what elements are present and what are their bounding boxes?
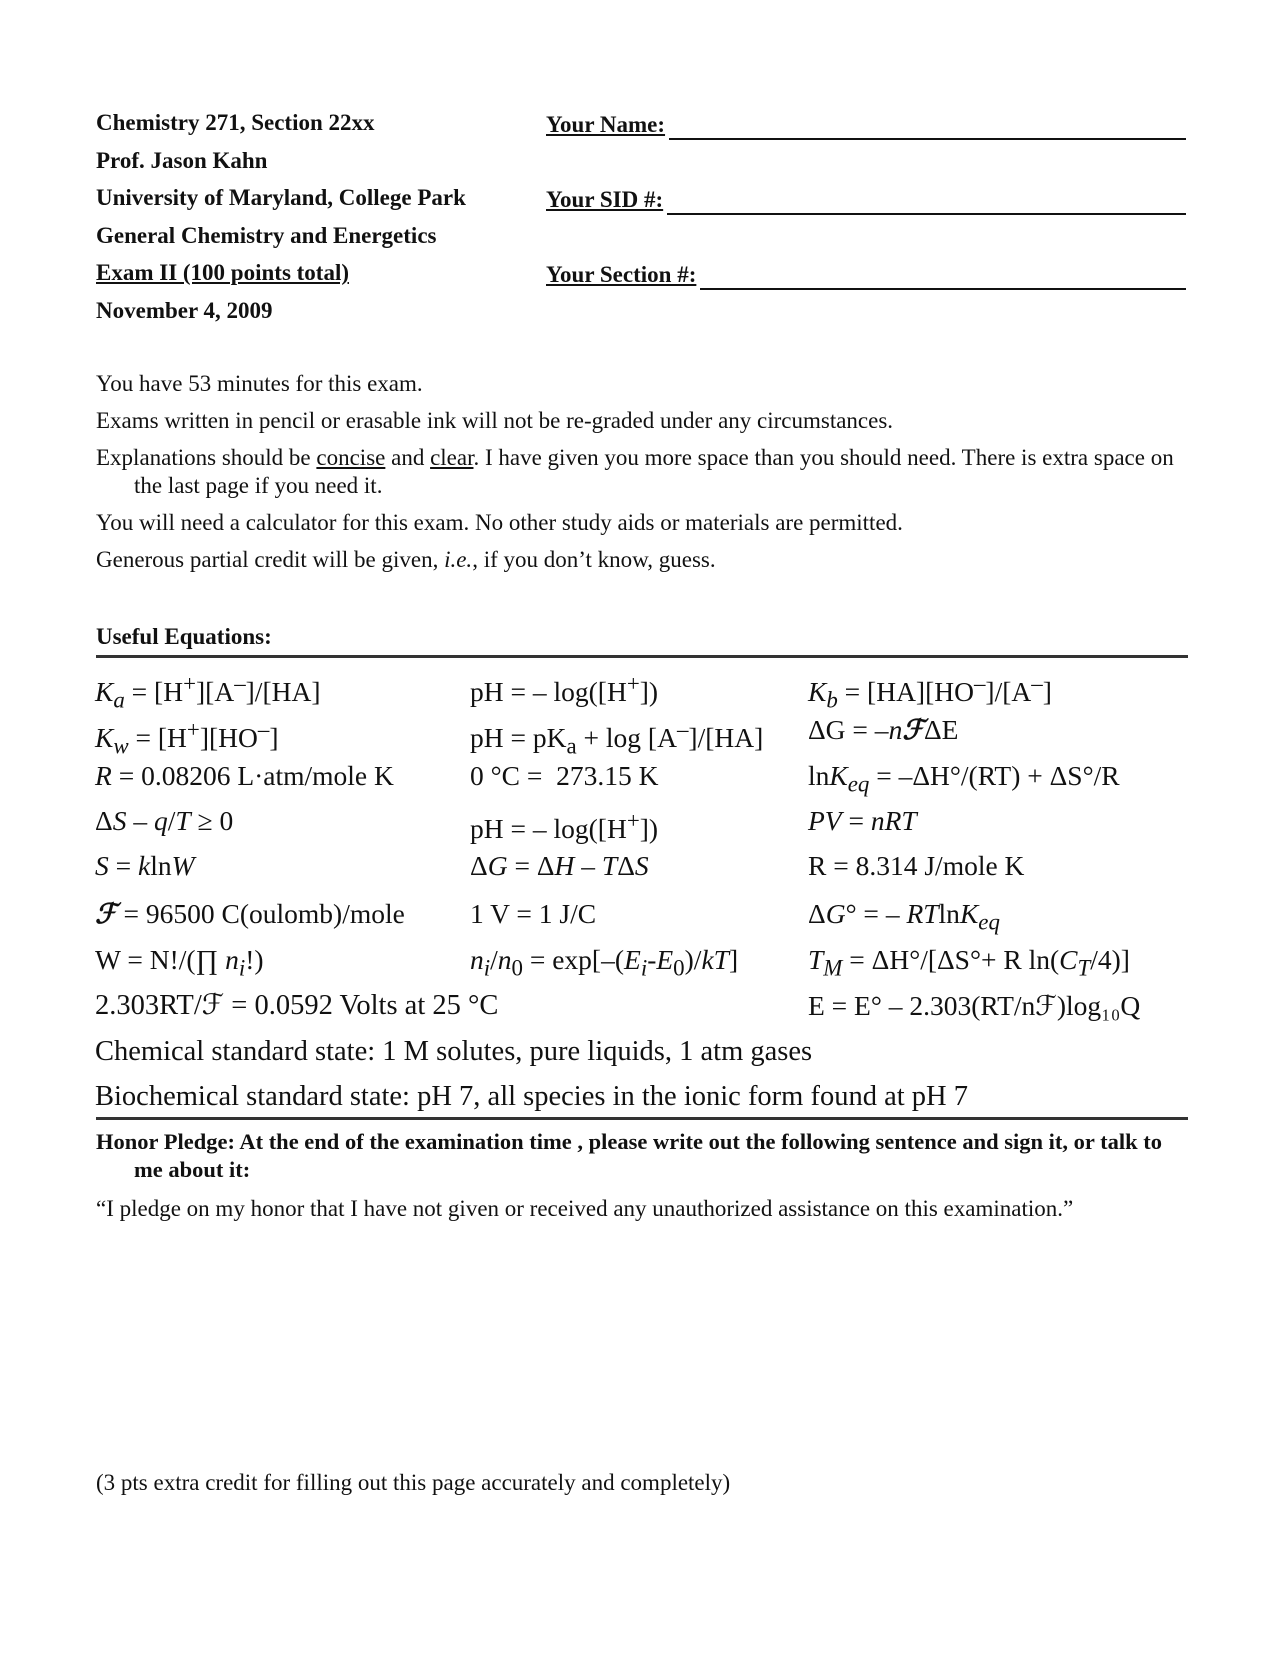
- course-info: [96, 104, 536, 329]
- eq-gibbs: ΔG = ΔH – TΔS: [470, 850, 649, 881]
- equations-bottom-rule: [96, 1117, 1188, 1120]
- eq-melting-temp: $T_M = \Delta H^\circ/[\Delta S^\circ+ R$ $\ln(C_T/4)$]: [808, 944, 1130, 981]
- eq-ph-log: pH = – log([H+]): [470, 671, 659, 708]
- name-field[interactable]: [546, 106, 1186, 140]
- explanation-instruction: [96, 444, 1196, 500]
- equations-top-rule: [96, 655, 1188, 658]
- section-input-line[interactable]: [700, 262, 1186, 290]
- eq-ka: $K_a = [H^+][A^-]/[HA]$: [95, 671, 321, 713]
- eq-rt-over-f: 2.303RT/ℱ = 0.0592 Volts at 25 °C: [95, 990, 499, 1021]
- time-instruction: You have 53 minutes for this exam.: [96, 371, 423, 396]
- eq-ph-log-2: pH = – log([H+]): [470, 808, 659, 845]
- eq-ideal-gas: PV = nRT: [808, 805, 917, 836]
- professor-name: Prof. Jason Kahn: [96, 147, 268, 173]
- explain-and: and: [385, 445, 431, 470]
- eq-faraday: ℱ = 96500 C(oulomb)/mole: [95, 898, 405, 929]
- explain-post: . I have given you more space than you should need. There is extra space on the last page if you need it.: [134, 445, 1174, 498]
- credit-post: , if you don’t know, guess.: [472, 547, 716, 572]
- university-name: University of Maryland, College Park: [96, 185, 466, 210]
- useful-equations-heading: Useful Equations:: [96, 624, 272, 649]
- eq-volt: 1 V = 1 J/C: [470, 898, 597, 929]
- honor-pledge-text: Honor Pledge: At the end of the examination time , please write out the following sentence and sign it, or talk to me about it:: [96, 1129, 1162, 1182]
- eq-zero-celsius: 0 °C = 273.15 K: [470, 760, 659, 791]
- section-field[interactable]: [546, 256, 1186, 290]
- eq-boltzmann: S = klnW: [95, 850, 195, 881]
- exam-date: November 4, 2009: [96, 297, 273, 323]
- eq-r-atm: R = 0.08206 L·atm/mole K: [95, 760, 394, 791]
- eq-delta-g-standard: ΔG° = – RTlnK$_{eq}$: [808, 898, 1000, 935]
- subject-title: General Chemistry and Energetics: [96, 222, 437, 248]
- eq-kw: $K_w = [H^+][HO^-]$: [95, 717, 279, 759]
- eq-r-joule: R = 8.314 J/mole K: [808, 850, 1025, 881]
- eq-kb: $K_b = [HA][HO^-]/[A^-]$: [808, 671, 1052, 713]
- pencil-instruction: Exams written in pencil or erasable ink will not be re-graded under any circumstances.: [96, 408, 894, 433]
- eq-delta-g-nfe: ΔG = –nℱΔE: [808, 714, 959, 745]
- explain-clear: clear: [430, 445, 474, 470]
- course-title: Chemistry 271, Section 22xx: [96, 110, 375, 135]
- instructions: [96, 370, 1196, 574]
- name-input-line[interactable]: [669, 112, 1186, 140]
- name-label: Your Name:: [546, 112, 666, 137]
- extra-credit-note: (3 pts extra credit for filling out this page accurately and completely): [96, 1470, 731, 1495]
- eq-van-t-hoff: lnK$_{eq}$ = –ΔH°/(RT) + ΔS°/R: [808, 760, 1120, 797]
- eq-nernst: E = E° – 2.303(RT/nℱ)log₁₀Q: [808, 990, 1141, 1021]
- credit-ie: i.e.: [444, 547, 473, 572]
- credit-pre: Generous partial credit will be given,: [96, 547, 445, 572]
- eq-henderson: pH = $pK_a + \log [A^-]/[HA]$: [470, 717, 764, 759]
- credit-instruction: [96, 546, 1196, 574]
- eq-entropy-inequality: ΔS – q/T ≥ 0: [95, 805, 234, 836]
- sid-input-line[interactable]: [667, 187, 1186, 215]
- honor-pledge-instruction: [96, 1128, 1196, 1184]
- calculator-instruction: You will need a calculator for this exam. No other study aids or materials are permitted.: [96, 510, 903, 535]
- sid-field[interactable]: [546, 181, 1186, 215]
- eq-multiplicity: W = N!/(∏ $n_i$!): [95, 944, 264, 981]
- pledge-sentence: “I pledge on my honor that I have not given or received any unauthorized assistance on this examination.”: [96, 1196, 1074, 1221]
- biochemical-standard-state: Biochemical standard state: pH 7, all species in the ionic form found at pH 7: [95, 1081, 968, 1112]
- chemical-standard-state: Chemical standard state: 1 M solutes, pure liquids, 1 atm gases: [95, 1036, 813, 1067]
- explain-concise: concise: [316, 445, 386, 470]
- section-label: Your Section #:: [546, 262, 697, 287]
- exam-title: Exam II (100 points total): [96, 260, 350, 285]
- eq-boltzmann-distribution: $n_i/n_0 = \exp[-(E_i-E_0)/kT]$: [470, 944, 739, 981]
- explain-pre: Explanations should be: [96, 445, 317, 470]
- sid-label: Your SID #:: [546, 187, 664, 212]
